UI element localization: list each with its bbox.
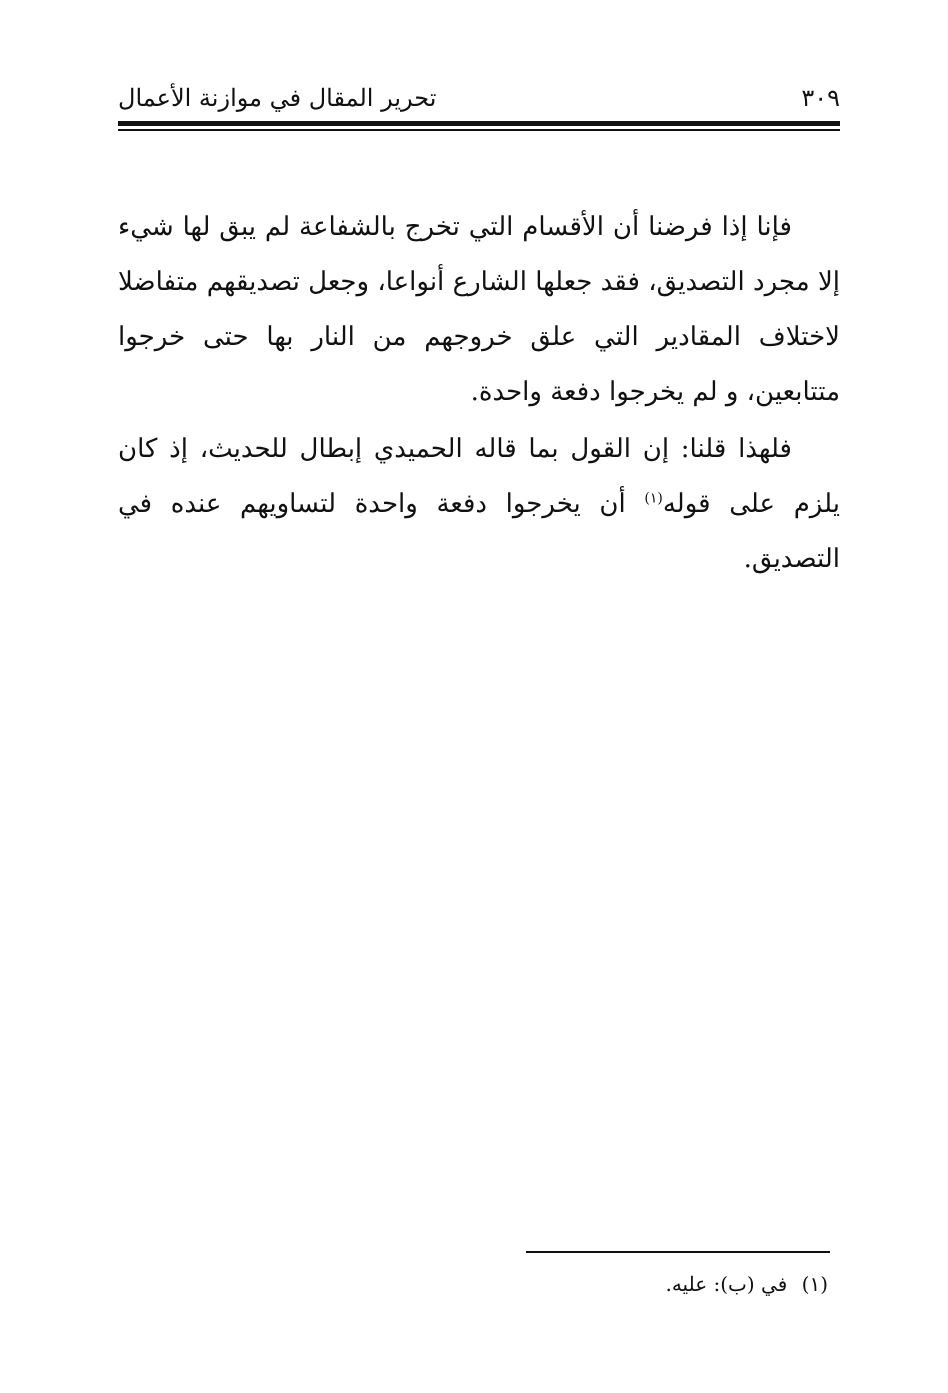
footnote-text: في (ب): عليه. [665,1272,788,1296]
footnote [665,1272,828,1296]
paragraph-text: فإنا إذا فرضنا أن الأقسام التي تخرج بالشفاعة لم يبق لها شيء إلا مجرد التصديق، فقد جعلها الشارع أنواعا، وجعل تصديقهم متفاضلا لاختلاف المقادير التي علق خروجهم من النار بها حتى خرجوا متتابعين، و لم يخرجوا دفعة واحدة. [118,212,840,407]
footnote-separator [526,1251,830,1253]
paragraph [118,200,840,420]
paragraph [118,422,840,587]
main-text [118,200,840,589]
paragraph-text: فلهذا قلنا: إن القول بما قاله الحميدي إبطال للحديث، إذ كان يلزم على قوله [118,434,840,519]
paragraph-text: أن يخرجوا دفعة واحدة لتساويهم عنده في التصديق. [118,489,840,574]
footnote-reference[interactable]: (١) [644,490,663,507]
header-rule-thick [118,121,840,126]
book-title: تحرير المقال في موازنة الأعمال [118,84,437,112]
footnote-number: (١) [801,1272,828,1296]
header-rule-thin [118,129,840,131]
page-number: ٣٠٩ [801,84,840,112]
running-header [118,78,840,118]
